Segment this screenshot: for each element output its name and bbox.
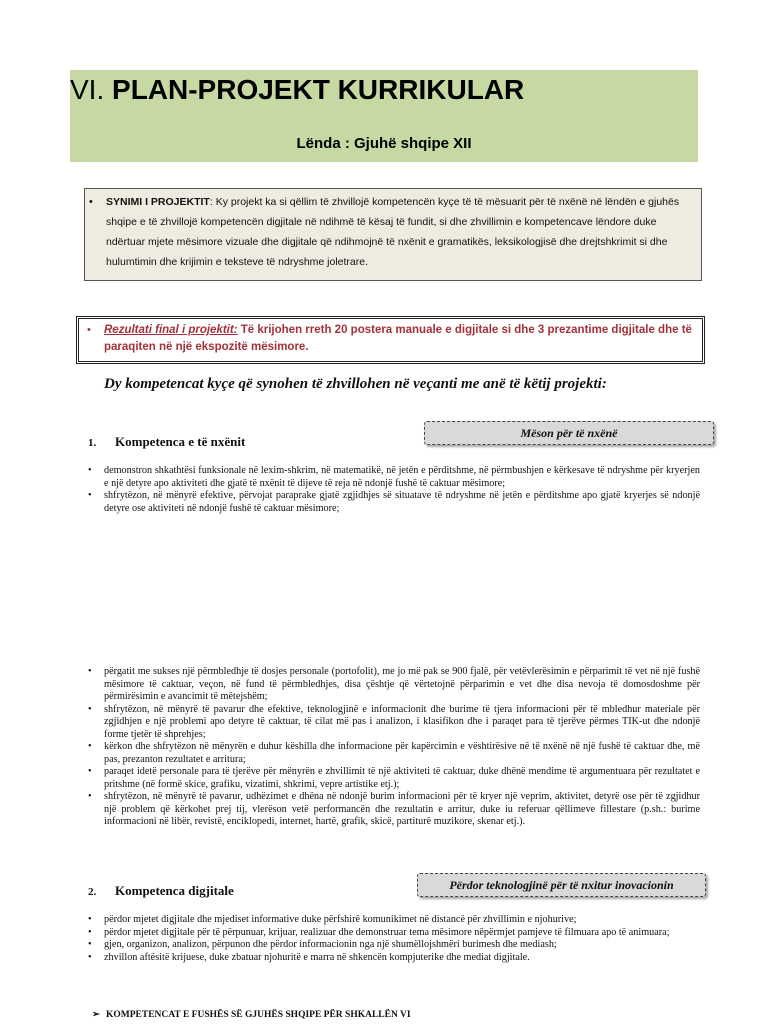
project-goal-body: : Ky projekt ka si qëllim të zhvillojë kompetencën kyçe të të mësuarit për të nxënë në lëndën e gjuhës shqipe e të zhvillojë kompetencën digjitale në ndihmë të kësaj të fundit, si dhe zhvillimin e kompetencave lëndore duke ndërtuar mjete mësimore vizuale dhe digjitale që ndihmojnë të nxënit e gramatikës, leksikologjisë dhe drejtshkrimit si dhe hulumtimin dhe krijimin e teksteve të ndryshme joletrare. <box>106 196 680 268</box>
list-item: • përdor mjetet digjitale për të përpunuar, krijuar, realizuar dhe demonstruar tema mësimore nëpërmjet pamjeve të filmuara apo të animuara; <box>88 927 700 940</box>
final-result-body: Të krijohen rreth 20 postera manuale e digjitale si dhe 3 prezantime digjitale dhe të paraqiten në një ekspozitë mësimore. <box>104 324 692 353</box>
competence-1-heading <box>88 434 245 450</box>
final-result-text <box>104 322 694 356</box>
list-item: • përgatit me sukses një përmbledhje të dosjes personale (portofolit), me jo më pak se 900 fjalë, për vetëvlerësimin e përparimit të vet në një fushë mësimore të caktuar, veçon, në fund të përmbledhjes, disa çështje që vërtetojnë përparimin e vet dhe disa nevoja të domosdoshme për përmirësimin e avancimit të mëtejshëm; <box>88 666 700 704</box>
competence-1-list-top <box>88 465 700 515</box>
list-item: • demonstron shkathtësi funksionale në lexim-shkrim, në matematikë, në jetën e përditshme, në përmbushjen e kërkesave të ndryshme për kryerjen e një detyre apo aktiviteti dhe gjatë të nxënit të dijeve të reja në ndonjë fushë të caktuar mësimore; <box>88 465 700 490</box>
competence-1-title: Kompetenca e të nxënit <box>115 434 246 449</box>
competence-2-list <box>88 914 700 964</box>
title-band <box>70 70 698 162</box>
bullet-icon: • <box>87 324 91 336</box>
list-item: • kërkon dhe shfrytëzon në mënyrën e duhur këshilla dhe informacione për kapërcimin e vështirësive në të nxënë në një fushë të caktuar dhe, më pas, prezanton rezultatet e arritura; <box>88 741 700 766</box>
final-result-box <box>76 316 705 364</box>
competences-intro-heading: Dy kompetencat kyçe që synohen të zhvillohen në veçanti me anë të këtij projekti: <box>104 376 607 392</box>
competence-2-heading <box>88 883 234 899</box>
competence-2-title: Kompetenca digjitale <box>115 883 234 898</box>
footer-heading-text: KOMPETENCAT E FUSHËS SË GJUHËS SHQIPE PËR SHKALLËN VI <box>106 1010 411 1020</box>
project-goal-label: SYNIMI I PROJEKTIT <box>106 196 210 208</box>
list-item: • shfrytëzon, në mënyrë të pavarur dhe efektive, teknologjinë e informacionit dhe burime të tjera informacioni për të mbledhur materiale për zgjidhjen e një problemi apo detyre të caktuar, të cilat më pas i analizon, i klasifikon dhe i paraqet para të tjerëve përmes TIK-ut dhe ndonjë forme tjetër të shprehjes; <box>88 704 700 742</box>
competence-1-list-bottom <box>88 666 700 829</box>
competence-2-number: 2. <box>88 886 97 898</box>
page-title <box>70 74 524 106</box>
competence-1-tag: Mëson për të nxënë <box>424 421 714 445</box>
list-item: • shfrytëzon, në mënyrë të pavarur, udhëzimet e dhëna në ndonjë burim informacioni për të kryer një veprim, aktivitet, detyrë ose për të zgjidhur një problem që kërkohet prej tij, vlerëson vetë performancën dhe rezultatin e arritur, duke iu referuar qëllimeve fillestare (p.sh.: burime informacioni në libër, revistë, enciklopedi, internet, hartë, grafik, skicë, partiturë muzikore, skenar etj.). <box>88 791 700 829</box>
list-item: • paraqet idetë personale para të tjerëve për mënyrën e zhvillimit të një aktiviteti të caktuar, duke dhënë mendime të argumentuara për rezultatet e pritshme (në formë skice, grafiku, vizatimi, shkrimi, vepre artistike etj.); <box>88 766 700 791</box>
project-goal-box <box>84 188 702 281</box>
list-item: • përdor mjetet digjitale dhe mjediset informative duke përfshirë komunikimet në distancë për zhvillimin e njohurive; <box>88 914 700 927</box>
bullet-icon: • <box>89 196 93 208</box>
subject-subtitle: Lënda : Gjuhë shqipe XII <box>296 135 472 152</box>
competence-2-tag: Përdor teknologjinë për të nxitur inovacionin <box>417 873 706 897</box>
competence-1-number: 1. <box>88 437 97 449</box>
list-item: • zhvillon aftësitë krijuese, duke zbatuar njohuritë e marra në shkencën kompjuterike dhe mediat digjitale. <box>88 952 700 965</box>
list-item: • shfrytëzon, në mënyrë efektive, përvojat paraprake gjatë zgjidhjes së situatave të ndryshme në jetën e përditshme apo gjatë kryerjes së ndonjë detyre ose aktiviteti në ndonjë fushë të caktuar mësimore; <box>88 490 700 515</box>
footer-heading <box>92 1009 411 1020</box>
final-result-label: Rezultati final i projektit: <box>104 324 238 336</box>
project-goal-text <box>106 192 693 272</box>
title-main: PLAN-PROJEKT KURRIKULAR <box>112 74 525 105</box>
list-item: • gjen, organizon, analizon, përpunon dhe përdor informacionin nga një shumëllojshmëri burimesh dhe mediash; <box>88 939 700 952</box>
title-number: VI. <box>70 74 105 105</box>
arrow-bullet-icon: ➢ <box>92 1010 100 1020</box>
